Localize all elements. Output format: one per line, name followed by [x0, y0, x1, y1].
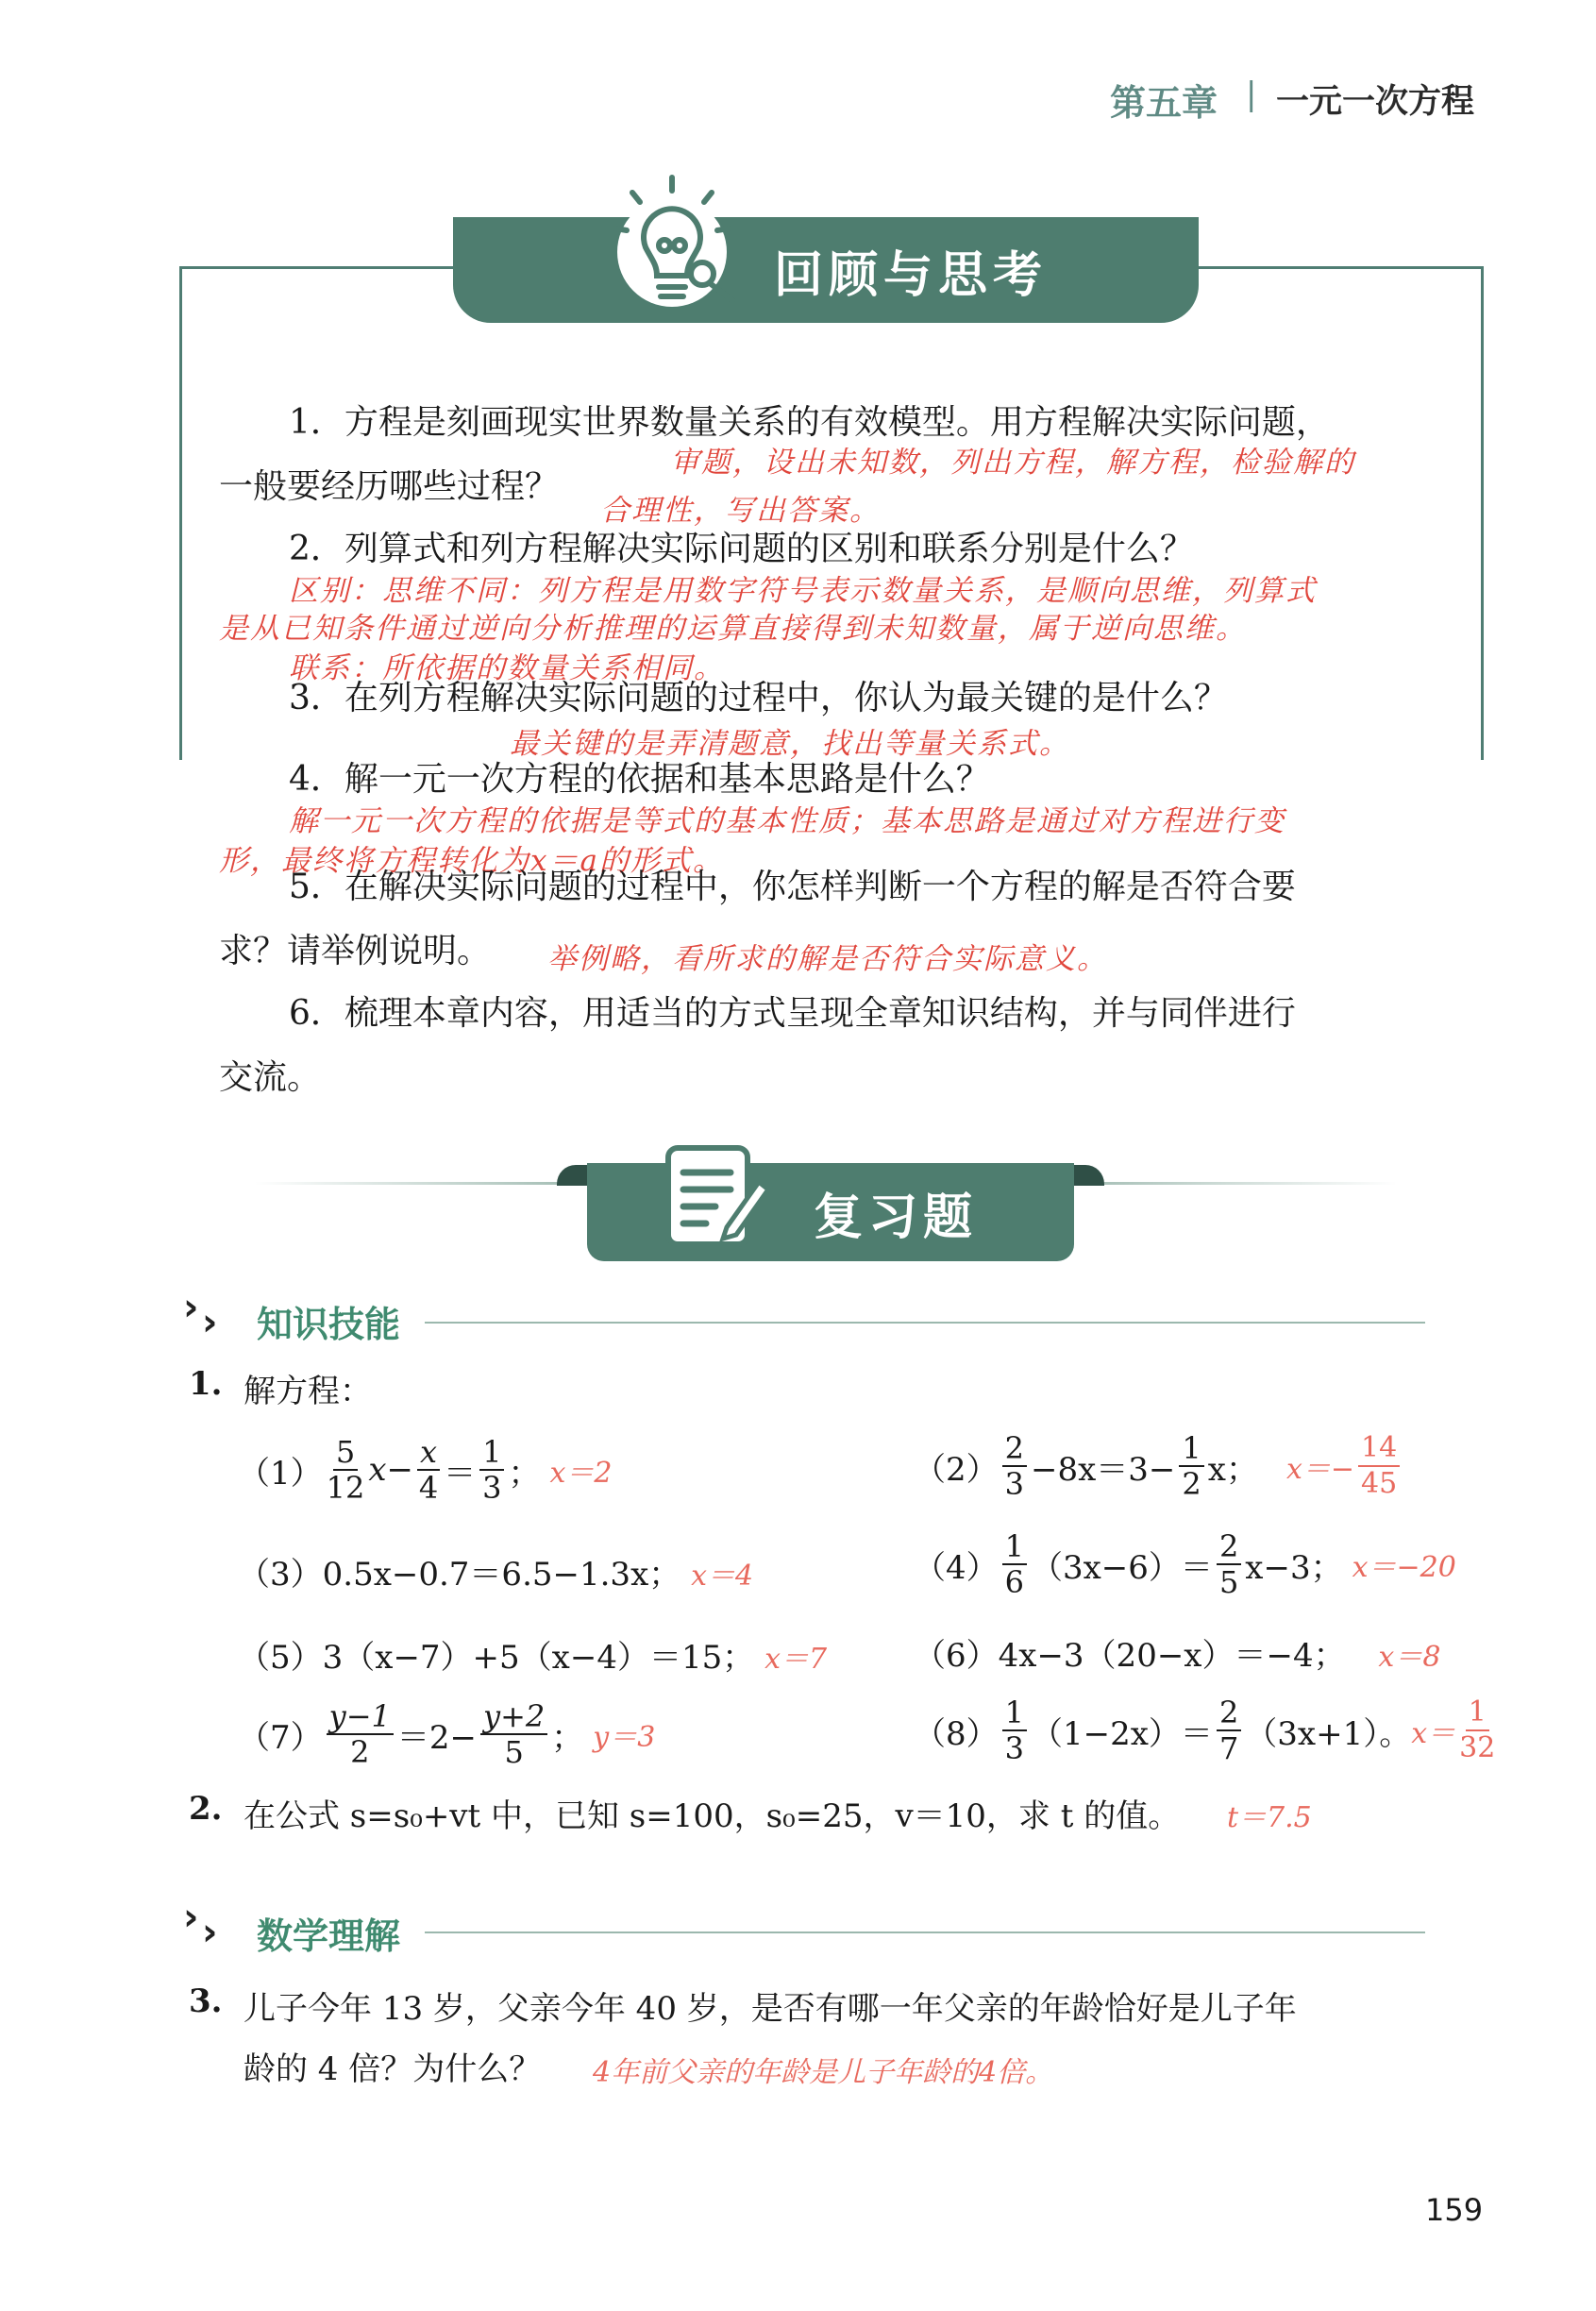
problem-2-number: 2.: [189, 1790, 223, 1828]
eq2-answer-prefix: x＝−: [1285, 1453, 1355, 1486]
eq1-frac1-num: 5: [333, 1435, 358, 1471]
eq7-frac1-den: 2: [350, 1734, 370, 1770]
section-math-understanding: 数学理解: [257, 1915, 401, 1957]
equation-4: [914, 1529, 1456, 1599]
eq1-frac1-den: 12: [326, 1470, 365, 1506]
eq3-text: （3）0.5x−0.7＝6.5−1.3x；: [238, 1556, 681, 1594]
review-title: 回顾与思考: [774, 245, 1049, 304]
eq4-answer: x＝−20: [1352, 1551, 1456, 1584]
eq8-answer-prefix: x＝: [1411, 1717, 1456, 1750]
eq1-mid1: x−: [368, 1451, 414, 1489]
equation-8: [914, 1695, 1499, 1765]
eq1-answer: x＝2: [549, 1457, 613, 1490]
notepad-icon: [661, 1140, 774, 1252]
equation-6: [914, 1629, 1440, 1676]
eq8-frac2-den: 7: [1218, 1730, 1239, 1766]
problem-2-text: 在公式 s=s₀+vt 中，已知 s=100，s₀=25，v＝10，求 t 的值。: [244, 1797, 1181, 1835]
eq2-frac2-num: 1: [1179, 1431, 1203, 1467]
equation-5: [238, 1631, 827, 1678]
section-rule: [425, 1931, 1425, 1933]
problem-3-line2: 龄的 4 倍？为什么？: [244, 2050, 542, 2088]
section-knowledge-skills: 知识技能: [257, 1304, 401, 1345]
review-a1-line2: 合理性，写出答案。: [600, 494, 881, 528]
eq6-answer: x＝8: [1378, 1641, 1441, 1674]
eq8-frac1-den: 3: [1004, 1730, 1024, 1766]
eq5-text: （5）3（x−7）+5（x−4）＝15；: [238, 1639, 755, 1677]
chevron-right-icon: ›: [183, 1286, 199, 1329]
exercise-title: 复习题: [814, 1188, 979, 1246]
review-banner: [453, 217, 1199, 323]
review-q3: 3．在列方程解决实际问题的过程中，你认为最关键的是什么？: [289, 679, 1228, 717]
review-q1-line2: 一般要经历哪些过程？: [219, 467, 560, 506]
review-q5-line2: 求？请举例说明。: [219, 932, 492, 970]
eq8-mid2: （3x+1）。: [1245, 1714, 1412, 1753]
page-number: 159: [1425, 2192, 1484, 2228]
eq1-frac3-den: 3: [482, 1470, 502, 1506]
eq7-label: （7）: [238, 1718, 323, 1757]
review-a2-line1: 区别：思维不同：列方程是用数字符号表示数量关系，是顺向思维，列算式: [289, 574, 1317, 608]
eq2-answer-num: 14: [1358, 1431, 1400, 1467]
section-rule: [425, 1322, 1425, 1324]
review-a3: 最关键的是弄清题意，找出等量关系式。: [510, 727, 1070, 761]
eq8-answer-den: 32: [1459, 1731, 1496, 1764]
eq2-label: （2）: [914, 1450, 999, 1489]
eq1-label: （1）: [238, 1454, 323, 1493]
eq4-mid2: x−3；: [1245, 1548, 1343, 1587]
eq3-answer: x＝4: [691, 1560, 754, 1593]
eq2-mid1: −8x＝3−: [1031, 1450, 1176, 1489]
review-a4-line2: 形，最终将方程转化为x＝a的形式。: [219, 844, 724, 878]
chevron-right-icon: ›: [202, 1911, 218, 1954]
eq2-frac2-den: 2: [1182, 1466, 1201, 1502]
eq8-frac1-num: 1: [1002, 1695, 1027, 1731]
problem-3-answer: 4年前父亲的年龄是儿子年龄的4倍。: [593, 2056, 1054, 2089]
review-a4-line1: 解一元一次方程的依据是等式的基本性质；基本思路是通过对方程进行变: [289, 804, 1285, 838]
problem-3-line1: 儿子今年 13 岁，父亲今年 40 岁，是否有哪一年父亲的年龄恰好是儿子年: [244, 1990, 1297, 2028]
chapter-label: 第五章: [1110, 82, 1218, 124]
problem-1-number: 1.: [189, 1365, 223, 1403]
review-q2: 2．列算式和列方程解决实际问题的区别和联系分别是什么？: [289, 530, 1194, 568]
eq4-frac2-num: 2: [1217, 1529, 1241, 1565]
eq8-frac2-num: 2: [1217, 1695, 1241, 1731]
equation-2: [914, 1431, 1403, 1501]
eq1-frac2-den: 4: [418, 1470, 439, 1506]
eq7-frac1-num: y−1: [327, 1699, 394, 1735]
eq2-frac1-den: 3: [1004, 1466, 1024, 1502]
review-q1-line1: 1．方程是刻画现实世界数量关系的有效模型。用方程解决实际问题，: [289, 403, 1330, 442]
review-q4: 4．解一元一次方程的依据和基本思路是什么？: [289, 760, 990, 799]
review-q6-line2: 交流。: [219, 1058, 322, 1097]
problem-3-number: 3.: [189, 1982, 223, 2020]
eq2-mid2: x；: [1207, 1450, 1258, 1489]
eq7-mid2: ；: [551, 1718, 584, 1757]
review-a2-line2: 是从已知条件通过逆向分析推理的运算直接得到未知数量，属于逆向思维。: [219, 612, 1247, 646]
eq2-frac1-num: 2: [1002, 1431, 1027, 1467]
review-a5: 举例略，看所求的解是否符合实际意义。: [547, 942, 1108, 976]
eq4-label: （4）: [914, 1548, 999, 1587]
chevron-right-icon: ›: [202, 1301, 218, 1344]
eq4-mid1: （3x−6）＝: [1031, 1548, 1213, 1587]
eq7-mid1: ＝2−: [396, 1718, 478, 1757]
eq8-mid1: （1−2x）＝: [1031, 1714, 1213, 1753]
eq2-answer-den: 45: [1361, 1467, 1398, 1500]
lightbulb-icon: [604, 172, 746, 323]
equation-1: [238, 1435, 612, 1505]
eq7-frac2-num: y+2: [480, 1699, 547, 1735]
problem-2-answer: t＝7.5: [1227, 1801, 1312, 1834]
eq4-frac1-num: 1: [1002, 1529, 1027, 1565]
equation-3: [238, 1548, 753, 1594]
eq7-answer: y＝3: [593, 1721, 656, 1754]
eq6-text: （6）4x−3（20−x）＝−4；: [914, 1637, 1346, 1675]
review-a1-line1: 审题，设出未知数，列出方程，解方程，检验解的: [670, 446, 1355, 480]
chapter-title: 一元一次方程: [1276, 83, 1475, 121]
review-a2-line3: 联系：所依据的数量关系相同。: [289, 651, 725, 685]
eq5-answer: x＝7: [764, 1643, 828, 1676]
eq7-frac2-den: 5: [504, 1734, 524, 1770]
eq1-mid2: ＝: [444, 1454, 477, 1493]
eq1-frac2-num: x: [417, 1435, 440, 1471]
eq1-tail: ；: [508, 1454, 541, 1493]
eq4-frac1-den: 6: [1004, 1564, 1024, 1600]
chevron-right-icon: ›: [183, 1896, 199, 1939]
eq8-answer-num: 1: [1466, 1695, 1489, 1731]
header-separator: |: [1246, 76, 1257, 113]
review-q6-line1: 6．梳理本章内容，用适当的方式呈现全章知识结构，并与同伴进行: [289, 994, 1296, 1033]
eq1-frac3-num: 1: [479, 1435, 504, 1471]
equation-7: [238, 1699, 655, 1769]
eq8-label: （8）: [914, 1714, 999, 1753]
eq4-frac2-den: 5: [1218, 1564, 1239, 1600]
problem-1-text: 解方程：: [244, 1373, 372, 1410]
review-q5-line1: 5．在解决实际问题的过程中，你怎样判断一个方程的解是否符合要: [289, 868, 1296, 906]
